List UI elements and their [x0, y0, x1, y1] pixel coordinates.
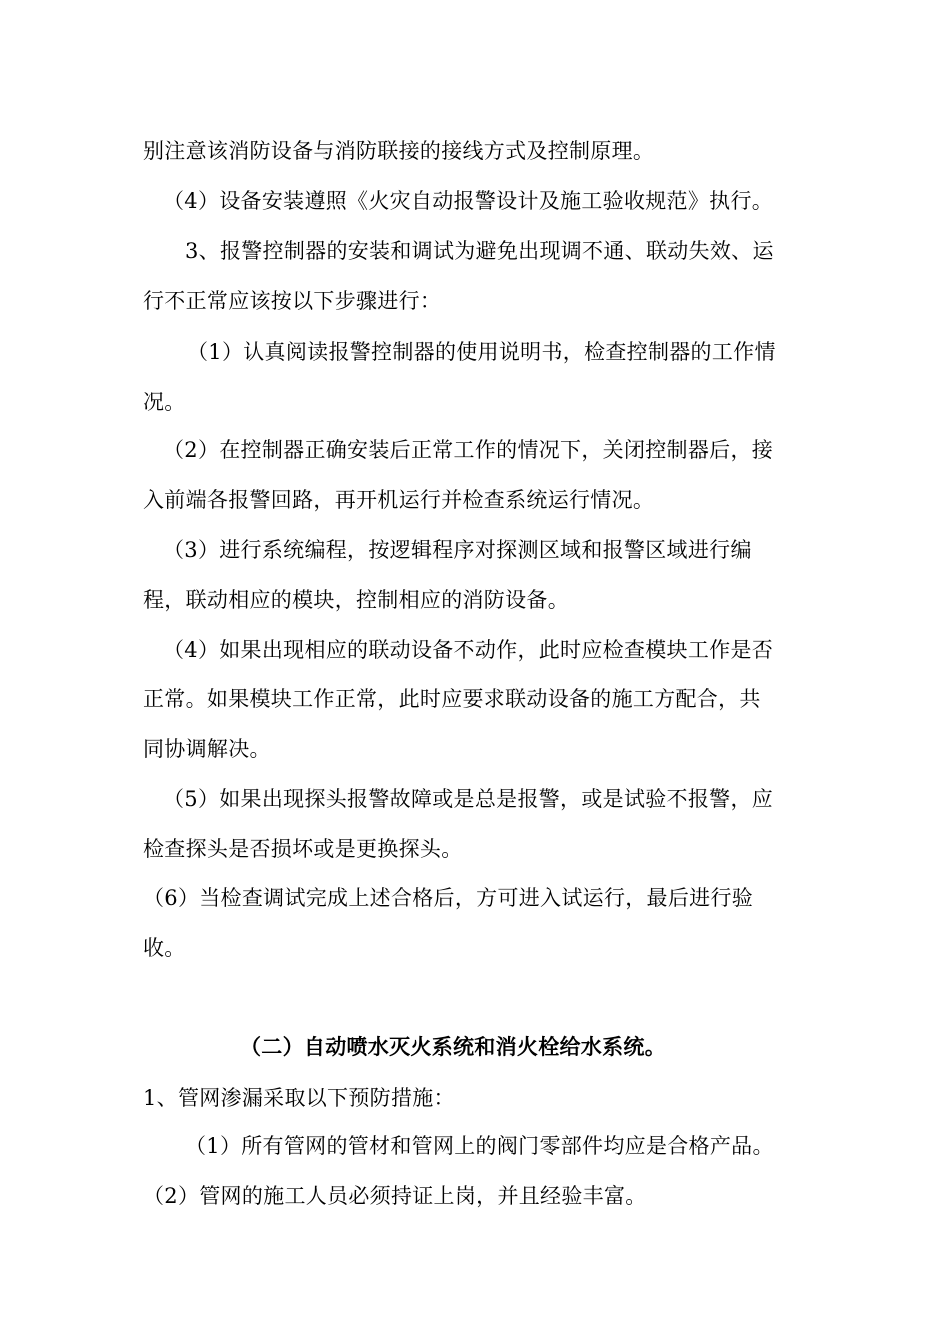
- paragraph-line: 1、管网渗漏采取以下预防措施：: [143, 1086, 455, 1110]
- paragraph-line: 3、报警控制器的安装和调试为避免出现调不通、联动失效、运: [185, 239, 774, 263]
- paragraph-line: （2）管网的施工人员必须持证上岗，并且经验丰富。: [143, 1184, 647, 1208]
- paragraph-line: 同协调解决。: [143, 737, 271, 761]
- paragraph-line: （6）当检查调试完成上述合格后，方可进入试运行，最后进行验: [143, 886, 754, 910]
- paragraph-line: （4）如果出现相应的联动设备不动作，此时应检查模块工作是否: [163, 638, 774, 662]
- paragraph-line: 检查探头是否损坏或是更换探头。: [143, 837, 463, 861]
- paragraph-line: （4）设备安装遵照《火灾自动报警设计及施工验收规范》执行。: [163, 189, 774, 213]
- paragraph-line: 收。: [143, 936, 186, 960]
- paragraph-line: （2）在控制器正确安装后正常工作的情况下，关闭控制器后，接: [163, 438, 774, 462]
- paragraph-line: 别注意该消防设备与消防联接的接线方式及控制原理。: [143, 139, 655, 163]
- paragraph-line: 行不正常应该按以下步骤进行：: [143, 289, 442, 313]
- paragraph-line: （1）认真阅读报警控制器的使用说明书，检查控制器的工作情: [187, 340, 776, 364]
- paragraph-line: 正常。如果模块工作正常，此时应要求联动设备的施工方配合，共: [143, 687, 761, 711]
- paragraph-line: （3）进行系统编程，按逻辑程序对探测区域和报警区域进行编: [163, 538, 752, 562]
- paragraph-line: 况。: [143, 390, 186, 414]
- paragraph-line: （1）所有管网的管材和管网上的阀门零部件均应是合格产品。: [185, 1134, 774, 1158]
- paragraph-line: 程，联动相应的模块，控制相应的消防设备。: [143, 588, 569, 612]
- paragraph-line: 入前端各报警回路，再开机运行并检查系统运行情况。: [143, 488, 655, 512]
- paragraph-line: （5）如果出现探头报警故障或是总是报警，或是试验不报警，应: [163, 787, 774, 811]
- section-heading: （二）自动喷水灭火系统和消火栓给水系统。: [240, 1035, 666, 1059]
